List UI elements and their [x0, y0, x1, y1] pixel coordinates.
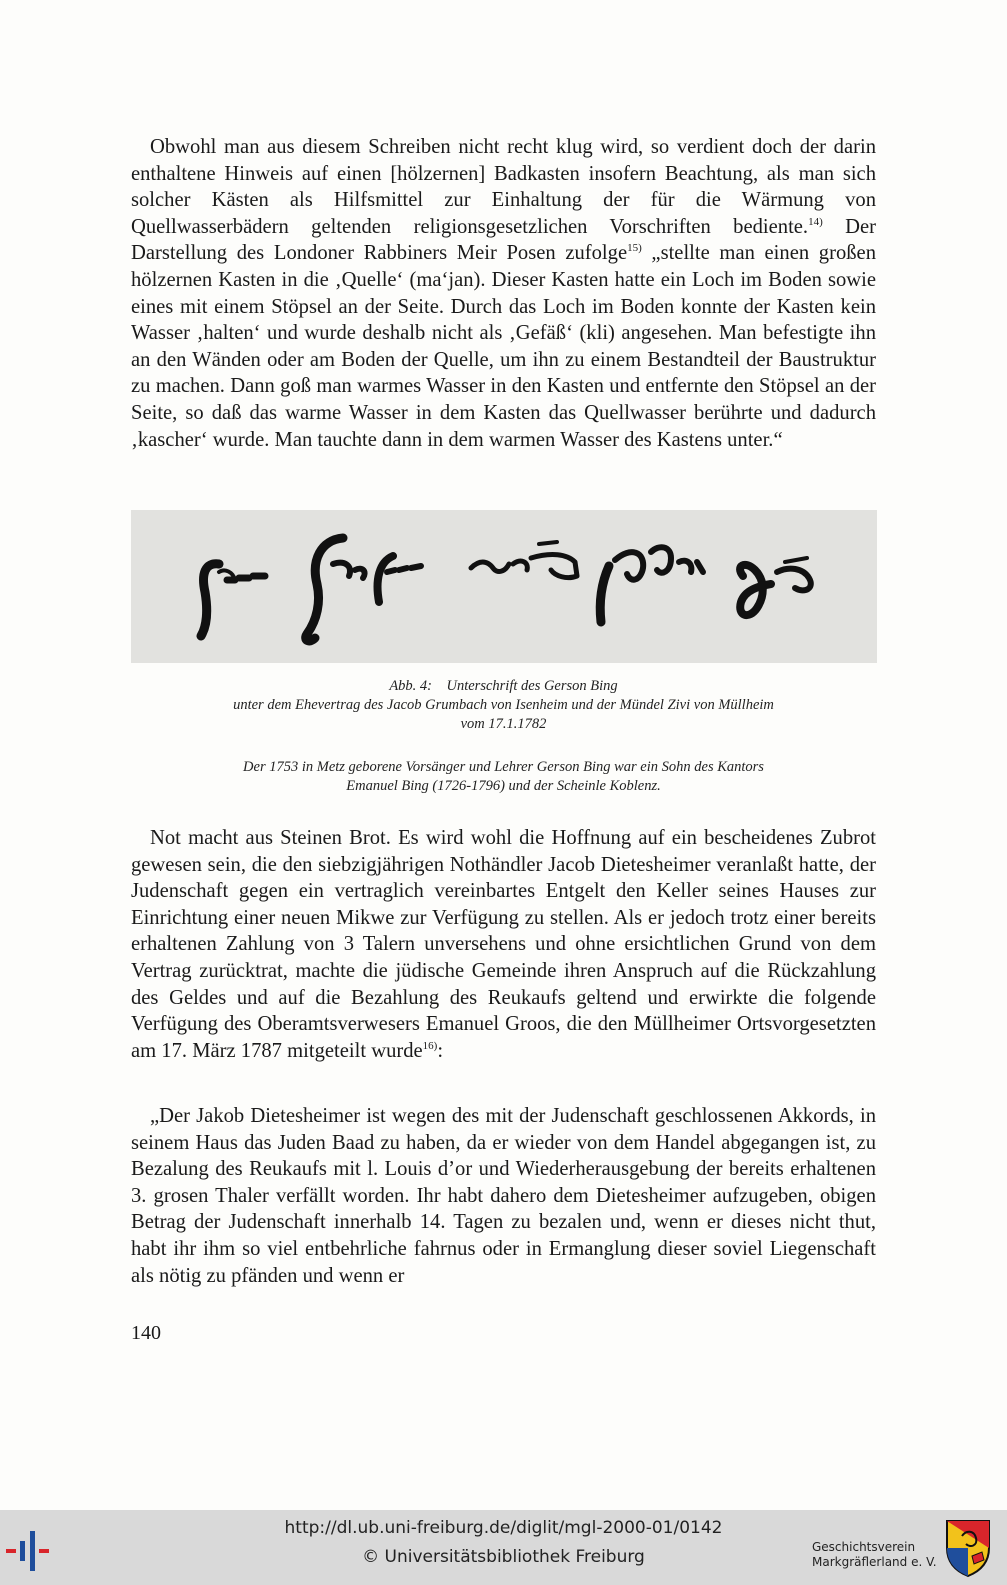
footer-copyright: © Universitätsbibliothek Freiburg	[362, 1547, 645, 1567]
figure-note-line1: Der 1753 in Metz geborene Vorsänger und Lehrer Gerson Bing war ein Sohn des Kantors	[243, 759, 764, 775]
paragraph-1	[131, 134, 876, 453]
society-line2: Markgräflerland e. V.	[812, 1555, 937, 1569]
figure-caption	[131, 677, 876, 734]
society-name	[812, 1540, 937, 1570]
figure-note-line2: Emanuel Bing (1726-1796) und der Scheinle Koblenz.	[346, 778, 661, 794]
coat-of-arms-icon[interactable]	[944, 1518, 992, 1578]
footnote-ref-14: 14)	[808, 215, 823, 228]
signature-image	[131, 510, 877, 663]
paragraph-2-end: :	[437, 1039, 444, 1062]
page-number: 140	[131, 1322, 161, 1344]
figure-caption-title: Unterschrift des Gerson Bing	[446, 678, 618, 694]
footer-bar	[0, 1510, 1007, 1585]
signature-figure	[131, 510, 877, 663]
paragraph-3-text: „Der Jakob Dietesheimer ist wegen des mit der Judenschaft geschlossenen Akkords, in seinem Haus das Juden Baad zu haben, da er wieder von dem Handel abgegangen ist, zu Bezalung des Reukaufs mit l. Louis d’or und Wiederherausgebung der bereits erhaltenen 3. grosen Thaler verfällt worden. Ihr habt dahero dem Dietesheimer aufzugeben, obigen Betrag der Judenschaft innerhalb 14. Tagen zu bezalen und, wenn er dieses nicht thut, habt ihr ihm so viel entbehrliche fahrnus oder in Ermanglung dieser soviel Liegenschaft als nötig zu pfänden und wenn er	[131, 1105, 876, 1287]
paragraph-1-cont: Der Darstellung des Londoner Rabbiners Meir Posen zufolge	[131, 215, 876, 265]
paragraph-2-text: Not macht aus Steinen Brot. Es wird wohl die Hoffnung auf ein bescheidenes Zubrot gewesen sein, die den siebzigjährigen Nothändler Jacob Dietesheimer veranlaßt hatte, der Judenschaft gegen ein vertraglich vereinbartes Entgelt den Keller seines Hauses zur Einrichtung einer neuen Mikwe zur Verfügung zu stellen. Als er jedoch trotz einer bereits erhaltenen Zahlung von 3 Talern unversehens und ohne ersichtlichen Grund von dem Vertrag zurücktrat, machte die jüdische Gemeinde ihren Anspruch auf die Rückzahlung des Geldes und auf die Bezahlung des Reukaufs geltend und erwirkte die folgende Verfügung des Oberamtsverwesers Emanuel Groos, die den Müllheimer Ortsvorgesetzten am 17. März 1787 mitgeteilt wurde	[131, 827, 876, 1062]
footnote-ref-16: 16)	[422, 1039, 438, 1052]
paragraph-2	[131, 825, 876, 1064]
paragraph-1-end: „stellte man einen großen hölzernen Kasten in die ‚Quelle‘ (ma‘jan). Dieser Kasten hatte ein Loch im Boden sowie eines mit einem Stöpsel an der Seite. Durch das Loch im Boden konnte der Kasten kein Wasser ‚halten‘ und wurde deshalb nicht als ‚Gefäß‘ (kli) angesehen. Man befestigte ihn an den Wänden oder am Boden der Quelle, um ihn zu einem Bestandteil der Baustruktur zu machen. Dann goß man warmes Wasser in den Kasten und entfernte den Stöpsel an der Seite, so daß das warme Wasser in dem Kasten das Quellwasser berührte und dadurch ‚kascher‘ wurde. Man tauchte dann in dem warmen Wasser des Kastens unter.“	[131, 242, 876, 451]
society-line1: Geschichtsverein	[812, 1540, 916, 1554]
figure-caption-line3: vom 17.1.1782	[460, 716, 547, 732]
paragraph-3	[131, 1103, 876, 1289]
figure-caption-line2: unter dem Ehevertrag des Jacob Grumbach von Isenheim und der Mündel Zivi von Müllheim	[233, 697, 774, 713]
footer-url-link[interactable]: http://dl.ub.uni-freiburg.de/diglit/mgl-2000-01/0142	[284, 1518, 723, 1538]
figure-caption-label: Abb. 4:	[389, 678, 432, 694]
figure-note	[131, 758, 876, 796]
paragraph-1-text: Obwohl man aus diesem Schreiben nicht recht klug wird, so verdient doch der darin enthaltene Hinweis auf einen [hölzernen] Badkasten insofern Beachtung, als man sich solcher Kästen als Hilfsmittel zur Einhaltung der für die Wärmung von Quellwasserbädern geltenden religionsgesetzlichen Vorschriften bediente.	[131, 136, 876, 238]
footnote-ref-15: 15)	[627, 242, 642, 255]
